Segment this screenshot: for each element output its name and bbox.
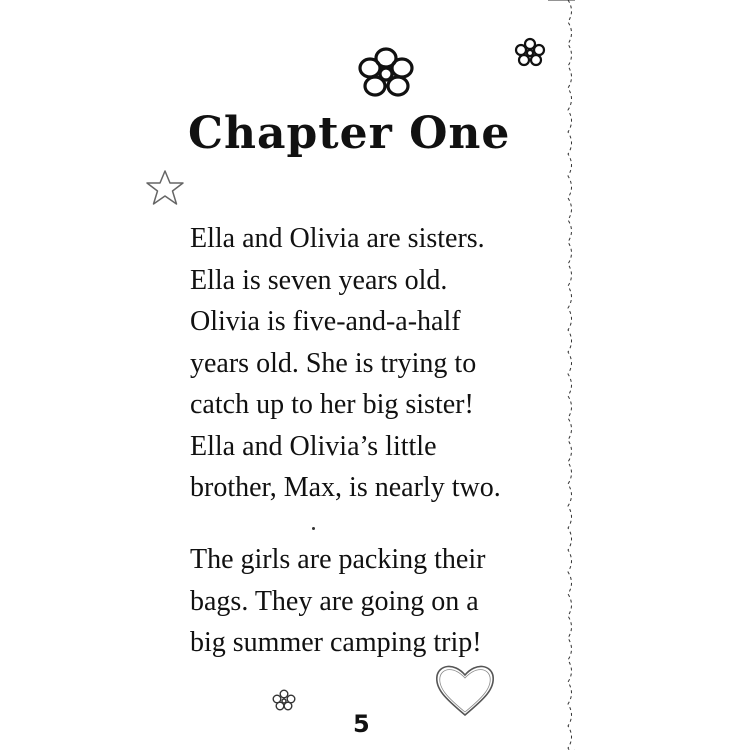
text-line: catch up to her big sister! xyxy=(190,389,474,420)
right-margin xyxy=(575,0,750,750)
text-line: Ella is seven years old. xyxy=(190,264,448,296)
text-line: Ella and Olivia are sisters. xyxy=(190,223,485,254)
paragraph-2 xyxy=(190,539,485,664)
text-line: Ella and Olivia’s little xyxy=(190,430,437,462)
tiny-flower-icon xyxy=(272,689,296,711)
text-line: The girls are packing their xyxy=(190,544,486,575)
text-line: bags. They are going on a xyxy=(190,585,479,617)
text-line: big summer camping trip! xyxy=(190,627,482,658)
chapter-title: Chapter One xyxy=(188,108,511,159)
heart-icon xyxy=(432,659,498,719)
text-line: years old. She is trying to xyxy=(190,347,477,379)
speck xyxy=(312,527,315,530)
paragraph-1 xyxy=(190,218,501,509)
star-icon xyxy=(144,168,186,208)
flower-icon xyxy=(355,45,417,101)
text-line: brother, Max, is nearly two. xyxy=(190,472,501,503)
text-line: Olivia is five-and-a-half xyxy=(190,306,461,337)
small-flower-icon xyxy=(514,37,546,67)
page-number: 5 xyxy=(353,710,370,738)
